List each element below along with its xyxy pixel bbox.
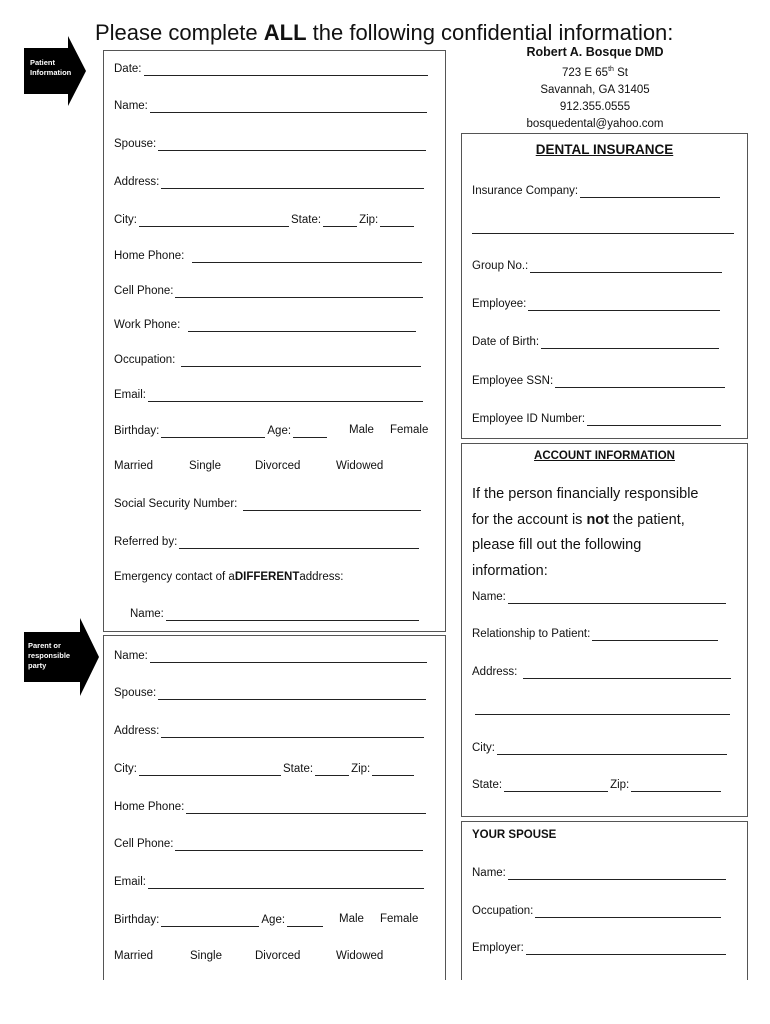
patient-name-field[interactable]: Name:: [114, 99, 429, 113]
practice-email: bosquedental@yahoo.com: [526, 117, 664, 130]
patient-city-state-zip[interactable]: City: State: Zip:: [114, 213, 416, 227]
account-state-zip-field[interactable]: State: Zip:: [472, 778, 723, 792]
responsible-home-phone-field[interactable]: Home Phone:: [114, 800, 428, 814]
spouse-heading: YOUR SPOUSE: [472, 829, 557, 841]
responsible-address-field[interactable]: Address:: [114, 724, 426, 738]
insurance-company-line2[interactable]: [472, 233, 734, 234]
responsible-birthday-field[interactable]: Birthday: Age:: [114, 913, 325, 927]
account-address-line2[interactable]: [475, 714, 730, 715]
spouse-name-field[interactable]: Name:: [472, 866, 728, 880]
insurance-group-field[interactable]: Group No.:: [472, 259, 724, 273]
patient-birthday-field[interactable]: Birthday: Age:: [114, 424, 329, 438]
patient-date-field[interactable]: Date:: [114, 62, 430, 76]
practice-street: 723 E 65th St: [562, 66, 628, 79]
insurance-ssn-field[interactable]: Employee SSN:: [472, 374, 727, 388]
patient-address-field[interactable]: Address:: [114, 175, 426, 189]
patient-work-phone-field[interactable]: Work Phone:: [114, 318, 418, 332]
patient-ssn-field[interactable]: Social Security Number:: [114, 497, 423, 511]
insurance-employee-field[interactable]: Employee:: [472, 297, 722, 311]
patient-male-option[interactable]: Male: [349, 424, 374, 436]
responsible-female-option[interactable]: Female: [380, 913, 419, 925]
account-name-field[interactable]: Name:: [472, 590, 728, 604]
spouse-employer-field[interactable]: Employer:: [472, 941, 728, 955]
account-info-note: If the person financially responsible for the account is not the patient, please fill out the following information:: [472, 486, 699, 579]
account-city-field[interactable]: City:: [472, 741, 729, 755]
patient-referred-field[interactable]: Referred by:: [114, 535, 421, 549]
patient-home-phone-field[interactable]: Home Phone:: [114, 249, 424, 263]
emergency-name-field[interactable]: Name:: [130, 607, 421, 621]
patient-email-field[interactable]: Email:: [114, 388, 425, 402]
insurance-id-field[interactable]: Employee ID Number:: [472, 412, 723, 426]
patient-info-arrow-label: Patient Information: [30, 58, 72, 77]
patient-divorced-option[interactable]: Divorced: [255, 460, 301, 472]
responsible-divorced-option[interactable]: Divorced: [255, 950, 301, 962]
patient-spouse-field[interactable]: Spouse:: [114, 137, 428, 151]
parent-arrow: [24, 618, 99, 696]
responsible-cell-phone-field[interactable]: Cell Phone:: [114, 837, 425, 851]
patient-married-option[interactable]: Married: [114, 460, 153, 472]
responsible-email-field[interactable]: Email:: [114, 875, 426, 889]
practice-city: Savannah, GA 31405: [540, 83, 650, 96]
page-title: Please complete ALL the following confidential information:: [95, 20, 674, 45]
responsible-single-option[interactable]: Single: [190, 950, 222, 962]
responsible-married-option[interactable]: Married: [114, 950, 153, 962]
patient-widowed-option[interactable]: Widowed: [336, 460, 384, 472]
practice-phone: 912.355.0555: [559, 100, 631, 113]
account-relationship-field[interactable]: Relationship to Patient:: [472, 627, 720, 641]
responsible-spouse-field[interactable]: Spouse:: [114, 686, 428, 700]
dental-insurance-section: [461, 133, 748, 439]
emergency-contact-label: Emergency contact of a DIFFERENT address:: [114, 571, 344, 583]
account-info-heading: ACCOUNT INFORMATION: [534, 450, 675, 462]
patient-info-arrow: [24, 36, 86, 106]
responsible-name-field[interactable]: Name:: [114, 649, 429, 663]
responsible-widowed-option[interactable]: Widowed: [336, 950, 384, 962]
responsible-city-state-zip[interactable]: City: State: Zip:: [114, 762, 416, 776]
spouse-occupation-field[interactable]: Occupation:: [472, 904, 723, 918]
insurance-company-field[interactable]: Insurance Company:: [472, 184, 722, 198]
patient-single-option[interactable]: Single: [189, 460, 221, 472]
patient-female-option[interactable]: Female: [390, 424, 429, 436]
parent-arrow-label: Parent or responsible party: [28, 641, 71, 670]
responsible-male-option[interactable]: Male: [339, 913, 364, 925]
practice-name: Robert A. Bosque DMD: [526, 45, 664, 59]
practice-address: [470, 44, 720, 133]
patient-occupation-field[interactable]: Occupation:: [114, 353, 423, 367]
spouse-section: [461, 821, 748, 980]
patient-cell-phone-field[interactable]: Cell Phone:: [114, 284, 425, 298]
account-address-field[interactable]: Address:: [472, 665, 733, 679]
dental-insurance-heading: DENTAL INSURANCE: [535, 142, 674, 157]
insurance-dob-field[interactable]: Date of Birth:: [472, 335, 721, 349]
